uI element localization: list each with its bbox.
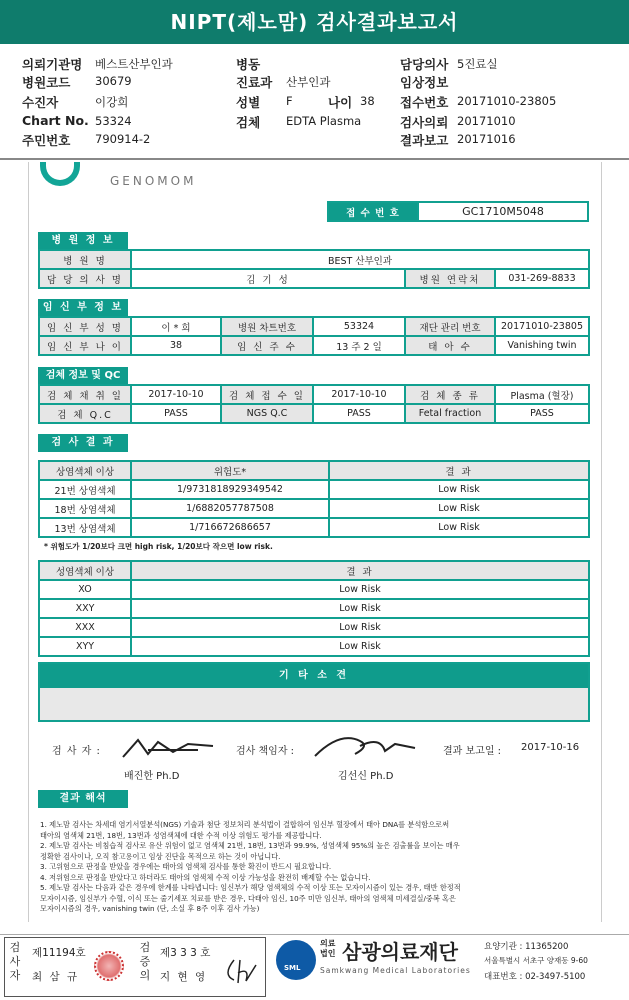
other-opinion-body xyxy=(40,688,588,720)
dept-value: 산부인과 xyxy=(286,75,331,89)
risk-value: 1/6882057787508 xyxy=(131,499,329,518)
list-item: 모자이시즘, 임신부가 수혈, 이식 또는 줄기세포 치료를 받은 경우, 다태아 임신, 10주 미만 임신부, 태아의 염색체 미세결실/중복 혹은 xyxy=(40,893,456,903)
report-date-label: 결과보고 xyxy=(400,133,449,148)
sml-logo-text: SML xyxy=(284,964,301,972)
pregnant-name-label: 임 신 부 성 명 xyxy=(39,317,131,336)
section-specimen-info: 검체 정보 및 QC xyxy=(38,367,128,385)
verifier-signature-icon xyxy=(222,955,258,985)
result-col-header: 결 과 xyxy=(329,461,589,480)
patient-info-panel xyxy=(0,44,629,160)
org-name-english: Samkwang Medical Laboratories xyxy=(320,966,471,975)
receive-date-value: 2017-10-10 xyxy=(313,385,405,404)
risk-value: 1/9731818929349542 xyxy=(131,480,329,499)
table-row xyxy=(39,599,589,618)
report-date-sig-value: 2017-10-16 xyxy=(521,742,580,753)
table-row xyxy=(39,618,589,637)
fetal-fraction-value: PASS xyxy=(495,404,589,423)
specimen-type-label: 검 체 종 류 xyxy=(405,385,495,404)
fetus-count-label: 태 아 수 xyxy=(405,336,495,355)
list-item: 모자이시즘의 경우, vanishing twin (단, 소실 후 8주 이후 검사 가능) xyxy=(40,904,260,913)
list-item: 3. 고위험으로 판정을 받았을 경우에는 태아의 염색체 검사를 통한 확진이 반드시 필요합니다. xyxy=(40,862,332,871)
org-name: 삼광의료재단 xyxy=(342,940,458,964)
chief-label: 검사 책임자 : xyxy=(236,746,295,757)
fetal-fraction-label: Fetal fraction xyxy=(405,404,495,423)
result-value: Low Risk xyxy=(329,480,589,499)
mgmt-number-value: 20171010-23805 xyxy=(495,317,589,336)
result-value: Low Risk xyxy=(131,580,589,599)
examiner-vertical-label: 검사자 xyxy=(9,941,21,982)
risk-col-header: 위험도* xyxy=(131,461,329,480)
receipt-value: 20171010-23805 xyxy=(457,94,557,108)
table-row xyxy=(39,518,589,537)
specimen-info-table xyxy=(38,384,590,424)
specimen-qc-value: PASS xyxy=(131,404,221,423)
karyotype-name: XO xyxy=(39,580,131,599)
examiner-license: 제11194호 xyxy=(32,947,86,959)
genomom-logo xyxy=(40,162,210,192)
hospital-chart-label: 병원 차트번호 xyxy=(221,317,313,336)
verifier-license: 제3 3 3 호 xyxy=(160,947,211,959)
fetus-count-value: Vanishing twin xyxy=(495,336,589,355)
sml-logo-icon xyxy=(276,940,316,980)
receipt-number-value: GC1710M5048 xyxy=(418,202,588,221)
other-opinion-box xyxy=(38,662,590,722)
id-value: 790914-2 xyxy=(95,132,151,146)
result-value: Low Risk xyxy=(131,618,589,637)
interpretation-text xyxy=(40,820,580,915)
result-value: Low Risk xyxy=(329,499,589,518)
hospital-contact-value: 031-269-8833 xyxy=(495,269,589,288)
id-label: 주민번호 xyxy=(22,133,71,148)
hospital-name-label: 병 원 명 xyxy=(39,250,131,269)
collect-date-label: 검 체 채 취 일 xyxy=(39,385,131,404)
karyotype-name: XYY xyxy=(39,637,131,656)
other-opinion-header: 기 타 소 견 xyxy=(40,664,588,688)
mgmt-number-label: 재단 관리 번호 xyxy=(405,317,495,336)
ward-label: 병동 xyxy=(236,57,261,72)
pregnant-age-label: 임 신 부 나 이 xyxy=(39,336,131,355)
karyotype-name: XXX xyxy=(39,618,131,637)
recipient-label: 수진자 xyxy=(22,95,59,110)
org-phone: 대표번호 : 02-3497-5100 xyxy=(484,972,586,982)
clinical-label: 임상정보 xyxy=(400,75,449,90)
recipient-value: 이강희 xyxy=(95,95,129,109)
request-label: 검사의뢰 xyxy=(400,115,449,130)
result-value: Low Risk xyxy=(329,518,589,537)
logo-text: GENOMOM xyxy=(110,174,197,188)
table-row xyxy=(39,580,589,599)
hospital-contact-label: 병원 연락처 xyxy=(405,269,495,288)
examiner-signature-icon xyxy=(118,732,218,762)
receipt-number-box xyxy=(327,201,589,222)
chromosome-name: 18번 상염색체 xyxy=(39,499,131,518)
dept-label: 진료과 xyxy=(236,75,273,90)
karyotype-name: XXY xyxy=(39,599,131,618)
pregnant-name-value: 이 * 희 xyxy=(131,317,221,336)
chief-name: 김선신 Ph.D xyxy=(338,771,394,782)
risk-footnote: * 위험도가 1/20보다 크면 high risk, 1/20보다 작으면 low risk. xyxy=(44,542,273,551)
list-item: 4. 저위험으로 판정을 받았다고 하더라도 태아의 염색체 수적 이상 가능성을 완전히 배제할 수는 없습니다. xyxy=(40,872,371,882)
logo-mark-icon xyxy=(40,162,80,186)
org-prefix: 의료법인 xyxy=(320,939,336,958)
table-row xyxy=(39,480,589,499)
ngs-qc-label: NGS Q.C xyxy=(221,404,313,423)
chart-label: Chart No. xyxy=(22,113,89,128)
section-hospital-info: 병 원 정 보 xyxy=(38,232,128,250)
hospital-value: 베스트산부인과 xyxy=(95,57,173,71)
specimen-value: EDTA Plasma xyxy=(286,114,362,128)
sex-value: F xyxy=(286,94,293,108)
table-row xyxy=(39,499,589,518)
pregnant-info-table xyxy=(38,316,590,356)
org-address: 서울특별시 서초구 양재동 9-60 xyxy=(484,956,588,965)
section-interpretation: 결과 해석 xyxy=(38,790,128,808)
report-title: NIPT(제노맘) 검사결과보고서 xyxy=(0,0,629,44)
sex-label: 성별 xyxy=(236,95,261,110)
doctor-value: 5진료실 xyxy=(457,57,498,71)
gestation-weeks-value: 13 주 2 일 xyxy=(313,336,405,355)
receipt-label: 접수번호 xyxy=(400,95,449,110)
result-value: Low Risk xyxy=(131,599,589,618)
receive-date-label: 검 체 접 수 일 xyxy=(221,385,313,404)
report-date-value: 20171016 xyxy=(457,132,516,146)
sex-chromosome-col-header: 성염색체 이상 xyxy=(39,561,131,580)
verifier-stamp-name: 지 현 영 xyxy=(160,971,208,983)
chart-value: 53324 xyxy=(95,114,132,128)
seal-stamp-icon xyxy=(94,951,124,981)
chief-signature-icon xyxy=(310,726,420,762)
sex-chromosome-results-table xyxy=(38,560,590,657)
age-label: 나이 xyxy=(328,95,353,110)
verifier-vertical-label: 검증의 xyxy=(139,941,151,982)
code-label: 병원코드 xyxy=(22,75,71,90)
examiner-name: 배진한 Ph.D xyxy=(124,771,180,782)
list-item: 1. 제노맘 검사는 차세대 염기서열분석(NGS) 기술과 첨단 정보처리 분석법이 결합하여 임신부 혈장에서 태아 DNA를 분석함으로써 xyxy=(40,820,450,829)
list-item: 태아의 염색체 21번, 18번, 13번과 성염색체에 대한 수적 이상 위험도 평가를 제공합니다. xyxy=(40,830,322,840)
age-value: 38 xyxy=(360,94,375,108)
specimen-qc-label: 검 체 Q.C xyxy=(39,404,131,423)
list-item: 2. 제노맘 검사는 비침습적 검사로 유산 위험이 없고 염색체 21번, 18번, 13번과 99.9%, 성염색체 95%의 높은 검출률을 보이는 매우 xyxy=(40,841,460,850)
collect-date-value: 2017-10-10 xyxy=(131,385,221,404)
hospital-name-value: BEST 산부인과 xyxy=(131,250,589,269)
receipt-number-label: 접 수 번 호 xyxy=(328,202,418,221)
pregnant-age-value: 38 xyxy=(131,336,221,355)
code-value: 30679 xyxy=(95,74,132,88)
list-item: 5. 제노맘 검사는 다음과 같은 경우에 한계를 나타냅니다: 임신부가 해당 염색체의 수적 이상 또는 모자이시즘이 있는 경우, 태반 한정적 xyxy=(40,883,461,892)
attending-doctor-label: 담 당 의 사 명 xyxy=(39,269,131,288)
ngs-qc-value: PASS xyxy=(313,404,405,423)
chromosome-name: 13번 상염색체 xyxy=(39,518,131,537)
gestation-weeks-label: 임 신 주 수 xyxy=(221,336,313,355)
attending-doctor-value: 김 기 성 xyxy=(131,269,405,288)
doctor-label: 담당의사 xyxy=(400,57,449,72)
section-pregnant-info: 임 신 부 정 보 xyxy=(38,299,128,317)
list-item: 정확한 검사이나, 오직 참고용이고 임상 진단을 목적으로 하는 것이 아닙니다. xyxy=(40,851,281,861)
specimen-label: 검체 xyxy=(236,115,261,130)
hospital-chart-value: 53324 xyxy=(313,317,405,336)
section-results: 검 사 결 과 xyxy=(38,434,128,452)
request-value: 20171010 xyxy=(457,114,516,128)
autosome-results-table xyxy=(38,460,590,538)
hospital-info-table xyxy=(38,249,590,289)
table-row xyxy=(39,637,589,656)
specimen-type-value: Plasma (혈장) xyxy=(495,385,589,404)
institution-number: 요양기관 : 11365200 xyxy=(484,942,569,952)
autosome-col-header: 상염색체 이상 xyxy=(39,461,131,480)
examiner-stamp-name: 최 삼 규 xyxy=(32,971,80,983)
result-value: Low Risk xyxy=(131,637,589,656)
report-date-sig-label: 결과 보고일 : xyxy=(443,746,502,757)
risk-value: 1/716672686657 xyxy=(131,518,329,537)
sex-result-col-header: 결 과 xyxy=(131,561,589,580)
chromosome-name: 21번 상염색체 xyxy=(39,480,131,499)
hospital-label: 의뢰기관명 xyxy=(22,57,83,72)
examiner-label: 검 사 자 : xyxy=(52,746,101,757)
